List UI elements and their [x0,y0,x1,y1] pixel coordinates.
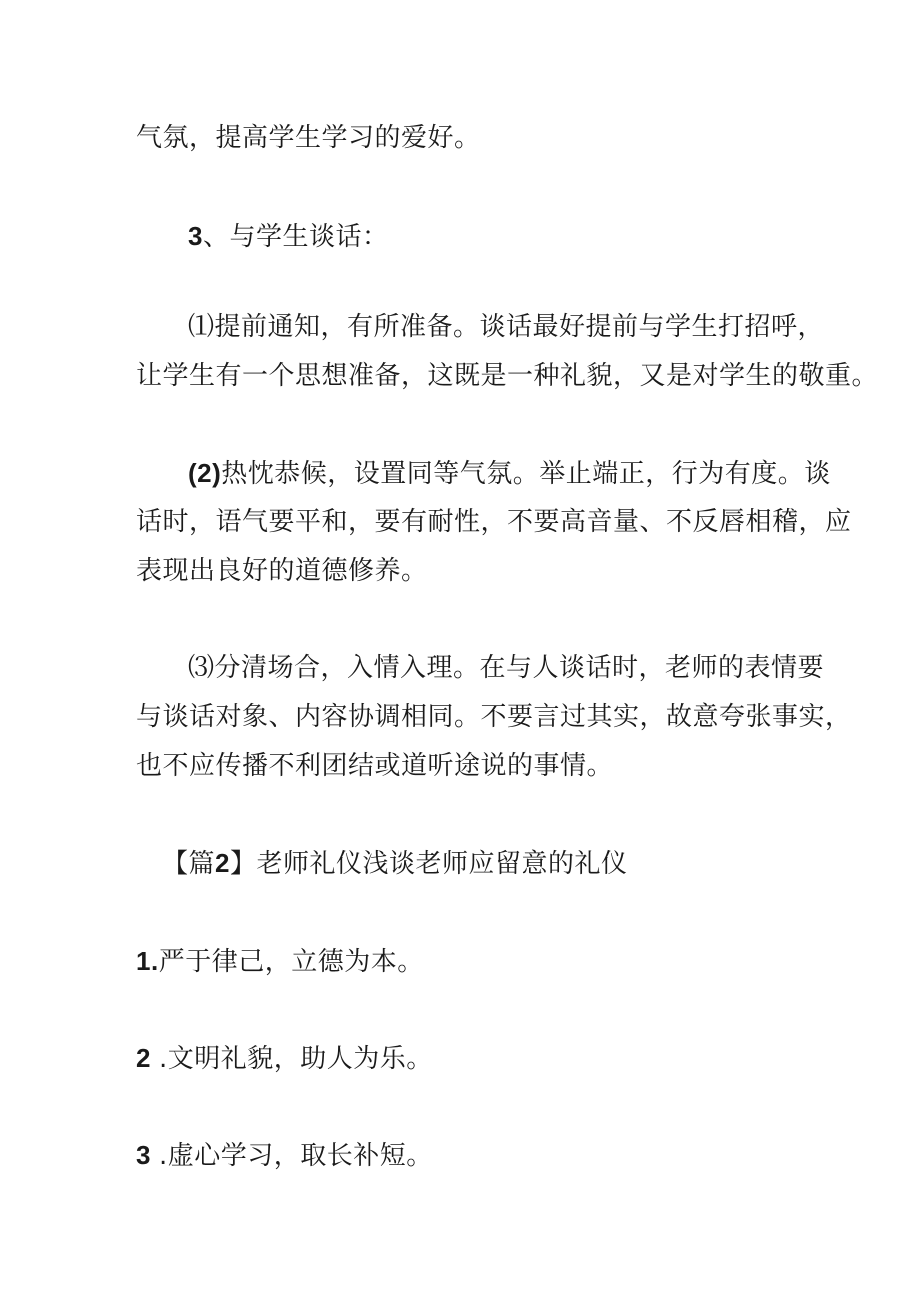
item-2-line-1 [188,456,831,491]
item-3-line-3 [136,749,613,783]
heading-text: 、与学生谈话： [202,222,389,252]
item-1-marker: ⑴ [188,312,215,342]
point-1-number: 1. [136,946,159,976]
item-2-text-1: 热忱恭候，设置同等气氛。举止端正，行为有度。谈 [221,459,831,489]
item-1-line-2 [136,359,878,393]
item-3-marker: ⑶ [188,653,215,683]
point-2-number: 2 [136,1043,151,1073]
item-3-line-1 [188,651,824,685]
point-2-text: .文明礼貌，助人为乐。 [158,1044,433,1074]
point-3-text: .虚心学习，取长补短。 [158,1141,433,1171]
item-3-text-1: 分清场合，入情入理。在与人谈话时，老师的表情要 [214,653,825,683]
item-3-text-2: 与谈话对象、内容协调相同。不要言过其实，故意夸张事实， [136,702,852,732]
heading-number: 3 [188,221,203,251]
item-2-marker: (2) [188,458,222,488]
heading-talk-with-students [188,219,388,254]
section-title-close: 】 [229,849,257,879]
section-title-open: 【篇 [162,849,216,879]
section-title-text: 老师礼仪浅谈老师应留意的礼仪 [256,849,628,879]
item-1-text-2: 让学生有一个思想准备，这既是一种礼貌，又是对学生的敬重。 [136,361,879,391]
item-1-text-1: 提前通知，有所准备。谈话最好提前与学生打招呼， [214,312,825,342]
section-title-number: 2 [215,848,230,878]
section-title [162,846,628,881]
item-2-line-3 [136,554,428,588]
point-1-text: 严于律己，立德为本。 [158,947,424,977]
continuation-text: 气氛，提高学生学习的爱好。 [136,123,481,153]
item-3-line-2 [136,700,852,734]
item-2-text-2: 话时，语气要平和，要有耐性，不要高音量、不反唇相稽，应 [136,507,852,537]
paragraph-continuation [136,121,481,155]
point-3 [136,1138,433,1173]
item-2-text-3: 表现出良好的道德修养。 [136,556,428,586]
item-1-line-1 [188,310,824,344]
point-1 [136,944,424,979]
point-2 [136,1041,433,1076]
item-3-text-3: 也不应传播不利团结或道听途说的事情。 [136,751,614,781]
item-2-line-2 [136,505,852,539]
point-3-number: 3 [136,1140,151,1170]
